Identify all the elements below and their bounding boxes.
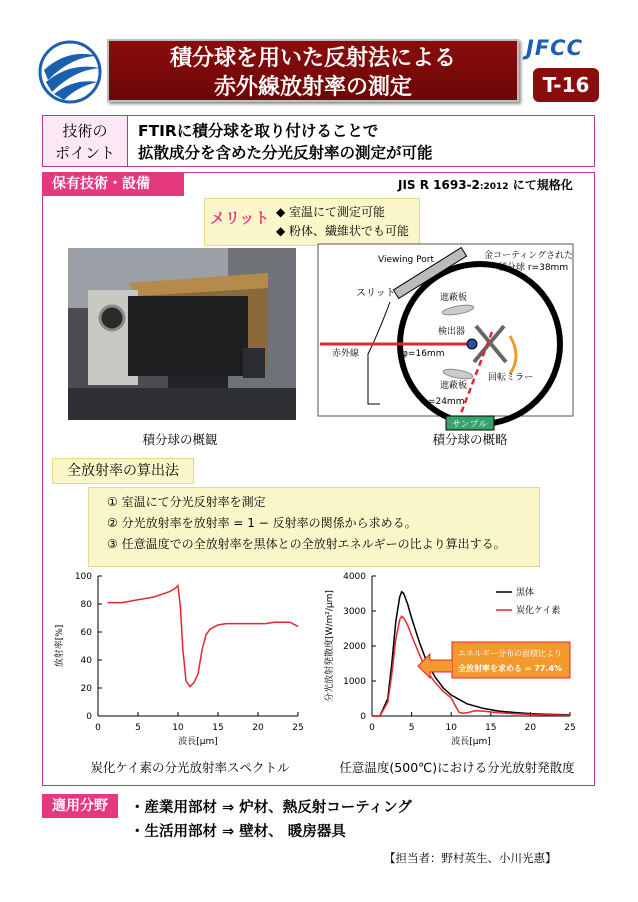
annotation-line-1: エネルギー分布の面積比より (458, 649, 562, 658)
standard-suffix: にて規格化 (508, 178, 573, 192)
standard-note (398, 176, 573, 193)
legend-label: 炭化ケイ素 (516, 606, 561, 616)
point-label-line-2: ポイント (54, 144, 115, 162)
standard-year: :2012 (479, 182, 509, 192)
legend-label: 黒体 (516, 588, 535, 598)
label-phi16: φ=16mm (402, 349, 445, 359)
application-item: ・産業用部材 ⇒ 炉材、熱反射コーティング (130, 800, 412, 816)
integrating-sphere-diagram (310, 244, 580, 430)
x-tick-label: 5 (135, 723, 141, 733)
point-text (128, 115, 595, 167)
x-tick-label: 25 (564, 723, 576, 733)
y-tick-label: 0 (360, 712, 366, 722)
photo-caption: 積分球の概観 (142, 432, 218, 447)
document-code: T-16 (533, 68, 599, 102)
annotation-arrow (418, 654, 452, 678)
integrating-sphere-photo (68, 248, 296, 420)
x-tick-label: 20 (252, 723, 264, 733)
title-line-1: 積分球を用いた反射法による (169, 46, 456, 71)
merit-label: メリット (210, 209, 270, 227)
calc-step: ① 室温にて分光反射率を測定 (107, 495, 266, 509)
point-label (42, 115, 128, 167)
x-tick-label: 10 (445, 723, 457, 733)
label-infrared: 赤外線 (332, 349, 360, 359)
x-tick-label: 15 (212, 723, 224, 733)
page-title (107, 39, 519, 102)
y-tick-label: 2000 (343, 642, 366, 652)
label-gold-coat-2: 積分球 r=38mm (498, 263, 569, 273)
x-tick-label: 25 (292, 723, 304, 733)
tech-header: 保有技術・設備 (42, 172, 184, 196)
annotation-line-2: 全放射率を求める = 77.4% (458, 664, 563, 673)
y-tick-label: 0 (86, 712, 92, 722)
calc-step: ③ 任意温度での全放射率を黒体との全放射エネルギーの比より算出する。 (107, 537, 506, 551)
x-tick-label: 15 (485, 723, 497, 733)
x-tick-label: 0 (95, 723, 101, 733)
person-in-charge: 【担当者：野村英生、小川光惠】 (384, 851, 557, 865)
x-axis-label: 波長[μm] (451, 737, 491, 747)
y-axis-label: 分光放射発散度[W/m²/μm] (325, 590, 335, 702)
y-tick-label: 60 (80, 628, 92, 638)
calc-header: 全放射率の算出法 (52, 458, 194, 484)
jfcc-logo (38, 40, 102, 104)
chart1-caption: 炭化ケイ素の分光放射率スペクトル (90, 760, 290, 775)
standard-main: JIS R 1693-2 (398, 178, 480, 192)
point-label-line-1: 技術の (62, 122, 108, 140)
x-tick-label: 10 (172, 723, 184, 733)
label-shield-bottom: 遮蔽板 (440, 381, 468, 391)
point-text-line-1: FTIRに積分球を取り付けることで (138, 122, 379, 140)
diagram-caption: 積分球の概略 (432, 432, 508, 447)
applications-header: 適用分野 (42, 794, 118, 818)
label-sample: サンプル (452, 420, 488, 430)
label-slit: スリット (356, 288, 396, 299)
point-text-line-2: 拡散成分を含めた分光反射率の測定が可能 (138, 144, 433, 162)
emittance-chart (318, 566, 588, 756)
merit-item: ◆ 室温にて測定可能 (276, 205, 386, 219)
x-axis-label: 波長[μm] (178, 737, 218, 747)
y-tick-label: 3000 (343, 607, 366, 617)
label-detector: 検出器 (438, 327, 466, 337)
calc-steps (88, 487, 540, 567)
calc-step: ② 分光放射率を放射率 = 1 − 反射率の関係から求める。 (107, 516, 417, 530)
application-item: ・生活用部材 ⇒ 壁材、 暖房器具 (130, 824, 346, 840)
label-viewing-port: Viewing Port (378, 255, 434, 265)
label-phi24: φ=24mm (422, 397, 465, 407)
series-line (108, 586, 298, 687)
label-gold-coat-1: 金コーティングされた (484, 251, 574, 261)
y-axis-label: 放射率[%] (55, 624, 65, 668)
y-tick-label: 1000 (343, 677, 366, 687)
x-tick-label: 5 (408, 723, 415, 733)
emissivity-chart (50, 566, 310, 756)
org-name: JFCC (526, 36, 583, 60)
x-tick-label: 20 (524, 723, 537, 733)
y-tick-label: 80 (80, 600, 92, 610)
title-line-2: 赤外線放射率の測定 (213, 75, 412, 100)
y-tick-label: 100 (74, 572, 92, 582)
label-shield-top: 遮蔽板 (440, 293, 468, 303)
x-tick-label: 0 (369, 723, 375, 733)
y-tick-label: 40 (80, 656, 92, 666)
y-tick-label: 20 (80, 684, 92, 694)
y-tick-label: 4000 (343, 572, 366, 582)
chart2-caption: 任意温度(500℃)における分光放射発散度 (339, 760, 575, 775)
merit-item: ◆ 粉体、繊維状でも可能 (276, 224, 410, 238)
label-rotating-mirror: 回転ミラー (488, 373, 534, 383)
